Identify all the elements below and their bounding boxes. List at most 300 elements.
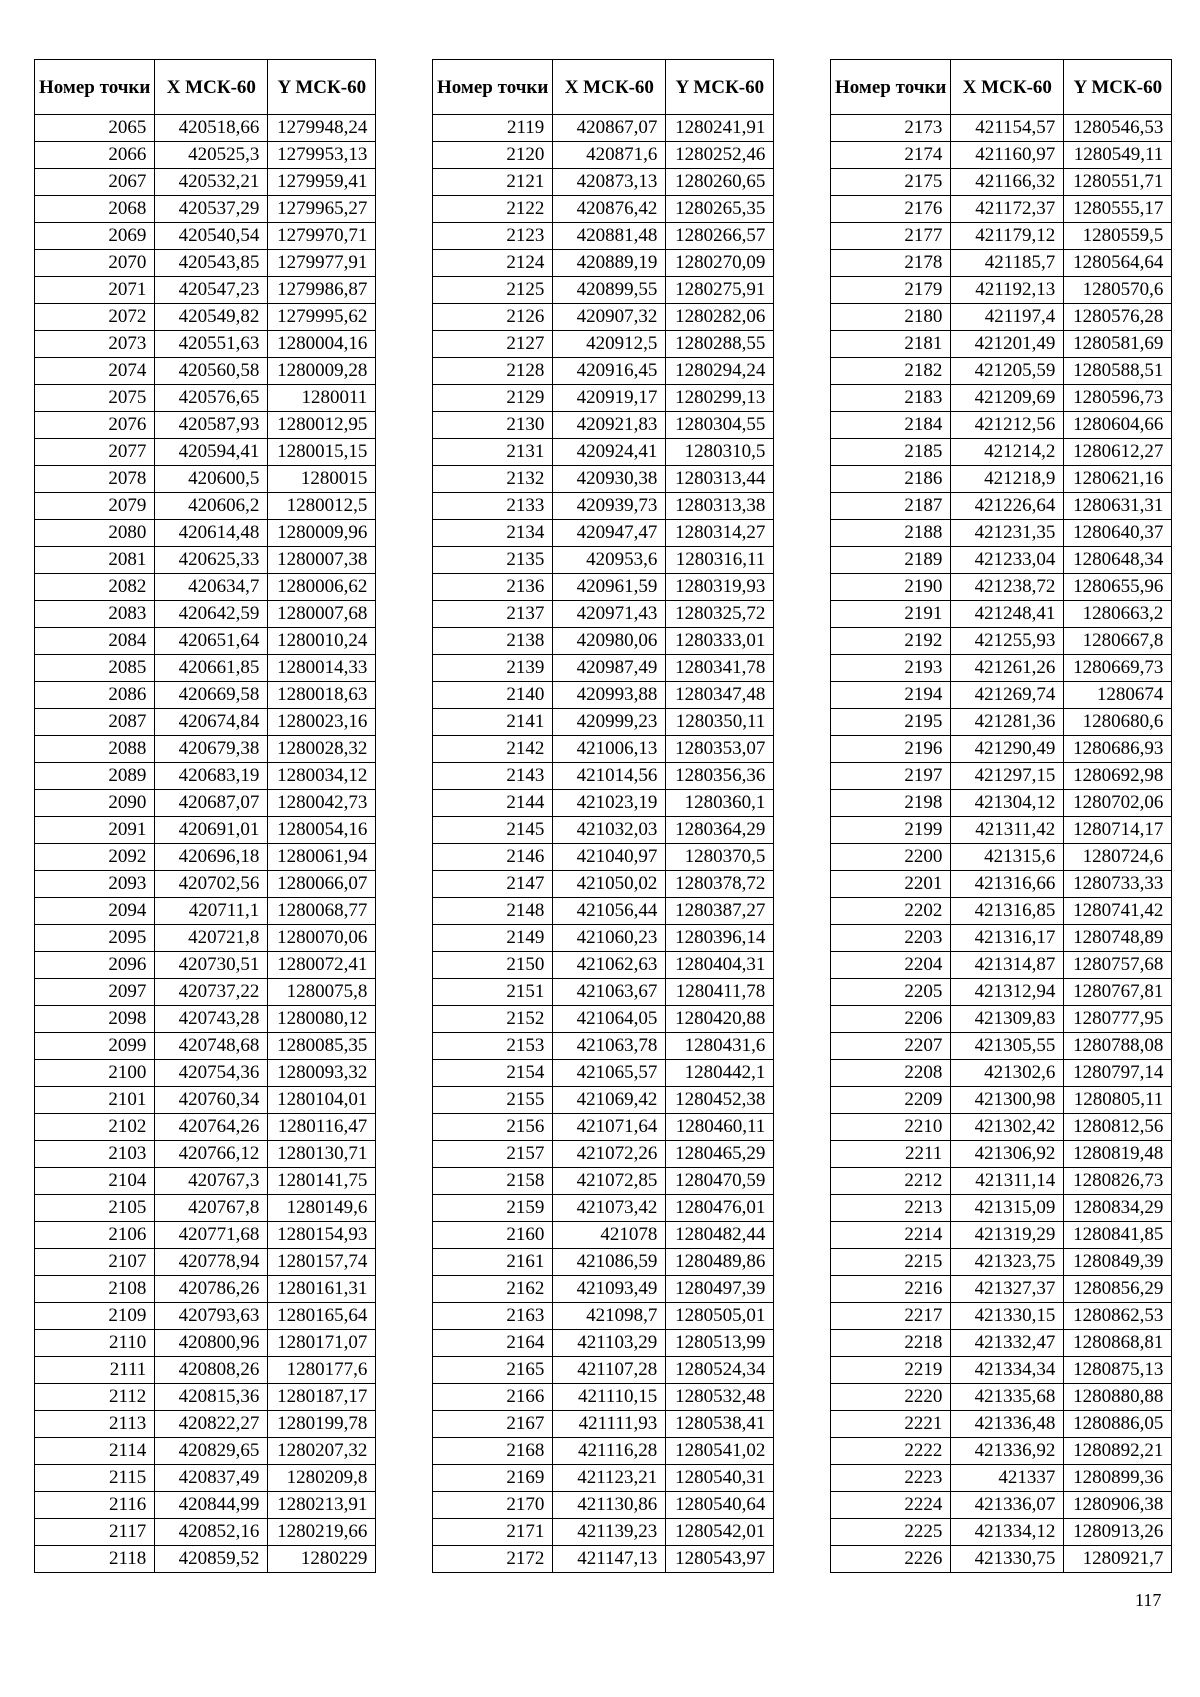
x-coordinate-cell: 420980,06 [553, 628, 666, 655]
y-coordinate-cell: 1280442,1 [666, 1060, 774, 1087]
table-row [433, 736, 774, 763]
table-row [433, 115, 774, 142]
x-coordinate-cell: 420924,41 [553, 439, 666, 466]
table-row [831, 925, 1172, 952]
table-row [433, 790, 774, 817]
y-coordinate-cell: 1280551,71 [1064, 169, 1172, 196]
x-coordinate-cell: 421261,26 [951, 655, 1064, 682]
point-number-cell: 2120 [433, 142, 553, 169]
x-coordinate-cell: 420748,68 [155, 1033, 268, 1060]
y-coordinate-cell: 1280007,38 [268, 547, 376, 574]
table-row [831, 1141, 1172, 1168]
point-number-cell: 2074 [35, 358, 155, 385]
x-coordinate-cell: 421330,15 [951, 1303, 1064, 1330]
table-row [831, 520, 1172, 547]
x-coordinate-cell: 420899,55 [553, 277, 666, 304]
point-number-cell: 2214 [831, 1222, 951, 1249]
table-row [433, 655, 774, 682]
x-coordinate-cell: 420786,26 [155, 1276, 268, 1303]
y-coordinate-cell: 1280042,73 [268, 790, 376, 817]
table-row [831, 1438, 1172, 1465]
x-coordinate-cell: 421154,57 [951, 115, 1064, 142]
y-coordinate-cell: 1280612,27 [1064, 439, 1172, 466]
point-number-cell: 2129 [433, 385, 553, 412]
point-number-cell: 2126 [433, 304, 553, 331]
point-number-cell: 2139 [433, 655, 553, 682]
point-number-cell: 2166 [433, 1384, 553, 1411]
y-coordinate-cell: 1280797,14 [1064, 1060, 1172, 1087]
y-coordinate-cell: 1280161,31 [268, 1276, 376, 1303]
x-coordinate-cell: 420730,51 [155, 952, 268, 979]
table-row [831, 412, 1172, 439]
table-row [433, 439, 774, 466]
y-coordinate-cell: 1280028,32 [268, 736, 376, 763]
y-coordinate-cell: 1280034,12 [268, 763, 376, 790]
table-row [831, 304, 1172, 331]
x-coordinate-cell: 421023,19 [553, 790, 666, 817]
table-row [433, 1195, 774, 1222]
table-row [35, 115, 376, 142]
x-coordinate-cell: 421130,86 [553, 1492, 666, 1519]
table-row [35, 682, 376, 709]
table-row [433, 223, 774, 250]
table-row [35, 1249, 376, 1276]
table-row [831, 1006, 1172, 1033]
table-row [35, 1465, 376, 1492]
point-number-cell: 2209 [831, 1087, 951, 1114]
point-number-cell: 2105 [35, 1195, 155, 1222]
table-row [831, 385, 1172, 412]
table-row [831, 1222, 1172, 1249]
table-row [831, 952, 1172, 979]
point-number-cell: 2137 [433, 601, 553, 628]
x-coordinate-cell: 421302,6 [951, 1060, 1064, 1087]
table-row [35, 1357, 376, 1384]
table-row [433, 196, 774, 223]
table-row [831, 115, 1172, 142]
y-coordinate-cell: 1280012,95 [268, 412, 376, 439]
y-coordinate-cell: 1280460,11 [666, 1114, 774, 1141]
point-number-cell: 2220 [831, 1384, 951, 1411]
header-x-coordinate: X МСК-60 [951, 60, 1064, 115]
x-coordinate-cell: 420661,85 [155, 655, 268, 682]
y-coordinate-cell: 1280581,69 [1064, 331, 1172, 358]
y-coordinate-cell: 1280862,53 [1064, 1303, 1172, 1330]
y-coordinate-cell: 1280411,78 [666, 979, 774, 1006]
x-coordinate-cell: 420961,59 [553, 574, 666, 601]
y-coordinate-cell: 1280819,48 [1064, 1141, 1172, 1168]
point-number-cell: 2201 [831, 871, 951, 898]
x-coordinate-cell: 420921,83 [553, 412, 666, 439]
table-row [35, 979, 376, 1006]
table-row [35, 1411, 376, 1438]
y-coordinate-cell: 1280541,02 [666, 1438, 774, 1465]
table-row [433, 142, 774, 169]
y-coordinate-cell: 1280007,68 [268, 601, 376, 628]
point-number-cell: 2119 [433, 115, 553, 142]
x-coordinate-cell: 420540,54 [155, 223, 268, 250]
y-coordinate-cell: 1280588,51 [1064, 358, 1172, 385]
y-coordinate-cell: 1280826,73 [1064, 1168, 1172, 1195]
table-row [35, 790, 376, 817]
y-coordinate-cell: 1280068,77 [268, 898, 376, 925]
y-coordinate-cell: 1280154,93 [268, 1222, 376, 1249]
table-row [831, 547, 1172, 574]
y-coordinate-cell: 1280080,12 [268, 1006, 376, 1033]
y-coordinate-cell: 1280576,28 [1064, 304, 1172, 331]
point-number-cell: 2182 [831, 358, 951, 385]
y-coordinate-cell: 1280564,64 [1064, 250, 1172, 277]
point-number-cell: 2118 [35, 1546, 155, 1573]
point-number-cell: 2180 [831, 304, 951, 331]
table-row [35, 1438, 376, 1465]
x-coordinate-cell: 420993,88 [553, 682, 666, 709]
table-row [35, 169, 376, 196]
x-coordinate-cell: 420683,19 [155, 763, 268, 790]
point-number-cell: 2148 [433, 898, 553, 925]
point-number-cell: 2113 [35, 1411, 155, 1438]
point-number-cell: 2125 [433, 277, 553, 304]
table-row [433, 1492, 774, 1519]
x-coordinate-cell: 421305,55 [951, 1033, 1064, 1060]
x-coordinate-cell: 420953,6 [553, 547, 666, 574]
y-coordinate-cell: 1280141,75 [268, 1168, 376, 1195]
table-row [433, 844, 774, 871]
header-y-coordinate: Y МСК-60 [666, 60, 774, 115]
x-coordinate-cell: 421056,44 [553, 898, 666, 925]
x-coordinate-cell: 420606,2 [155, 493, 268, 520]
point-number-cell: 2070 [35, 250, 155, 277]
point-number-cell: 2193 [831, 655, 951, 682]
x-coordinate-cell: 420764,26 [155, 1114, 268, 1141]
x-coordinate-cell: 421314,87 [951, 952, 1064, 979]
y-coordinate-cell: 1280177,6 [268, 1357, 376, 1384]
x-coordinate-cell: 420867,07 [553, 115, 666, 142]
y-coordinate-cell: 1280171,07 [268, 1330, 376, 1357]
point-number-cell: 2207 [831, 1033, 951, 1060]
table-row [831, 817, 1172, 844]
header-point-number: Номер точки [831, 60, 951, 115]
x-coordinate-cell: 421336,07 [951, 1492, 1064, 1519]
y-coordinate-cell: 1279977,91 [268, 250, 376, 277]
table-row [831, 1465, 1172, 1492]
table-row [35, 1303, 376, 1330]
y-coordinate-cell: 1280913,26 [1064, 1519, 1172, 1546]
x-coordinate-cell: 421062,63 [553, 952, 666, 979]
y-coordinate-cell: 1280849,39 [1064, 1249, 1172, 1276]
x-coordinate-cell: 420669,58 [155, 682, 268, 709]
x-coordinate-cell: 421065,57 [553, 1060, 666, 1087]
y-coordinate-cell: 1280648,34 [1064, 547, 1172, 574]
table-row [831, 1546, 1172, 1573]
table-row [35, 493, 376, 520]
point-number-cell: 2076 [35, 412, 155, 439]
table-row [433, 358, 774, 385]
coordinates-table-1 [34, 59, 376, 1573]
x-coordinate-cell: 420600,5 [155, 466, 268, 493]
table-row [35, 304, 376, 331]
table-body [831, 115, 1172, 1573]
y-coordinate-cell: 1280370,5 [666, 844, 774, 871]
table-row [831, 1384, 1172, 1411]
point-number-cell: 2225 [831, 1519, 951, 1546]
point-number-cell: 2187 [831, 493, 951, 520]
table-row [433, 817, 774, 844]
point-number-cell: 2066 [35, 142, 155, 169]
x-coordinate-cell: 421226,64 [951, 493, 1064, 520]
point-number-cell: 2080 [35, 520, 155, 547]
y-coordinate-cell: 1279948,24 [268, 115, 376, 142]
table-row [433, 574, 774, 601]
x-coordinate-cell: 420687,07 [155, 790, 268, 817]
table-row [831, 223, 1172, 250]
table-row [831, 1303, 1172, 1330]
y-coordinate-cell: 1280061,94 [268, 844, 376, 871]
table-row [35, 1006, 376, 1033]
y-coordinate-cell: 1280465,29 [666, 1141, 774, 1168]
x-coordinate-cell: 420549,82 [155, 304, 268, 331]
y-coordinate-cell: 1280570,6 [1064, 277, 1172, 304]
point-number-cell: 2096 [35, 952, 155, 979]
point-number-cell: 2221 [831, 1411, 951, 1438]
point-number-cell: 2200 [831, 844, 951, 871]
table-row [35, 1114, 376, 1141]
table-row [433, 1168, 774, 1195]
header-point-number: Номер точки [433, 60, 553, 115]
x-coordinate-cell: 420696,18 [155, 844, 268, 871]
y-coordinate-cell: 1280748,89 [1064, 925, 1172, 952]
table-row [35, 871, 376, 898]
table-row [35, 1384, 376, 1411]
point-number-cell: 2091 [35, 817, 155, 844]
x-coordinate-cell: 421281,36 [951, 709, 1064, 736]
point-number-cell: 2146 [433, 844, 553, 871]
point-number-cell: 2082 [35, 574, 155, 601]
point-number-cell: 2217 [831, 1303, 951, 1330]
point-number-cell: 2122 [433, 196, 553, 223]
point-number-cell: 2140 [433, 682, 553, 709]
x-coordinate-cell: 420743,28 [155, 1006, 268, 1033]
table-row [35, 574, 376, 601]
point-number-cell: 2183 [831, 385, 951, 412]
point-number-cell: 2145 [433, 817, 553, 844]
x-coordinate-cell: 421231,35 [951, 520, 1064, 547]
table-row [35, 1141, 376, 1168]
table-row [433, 466, 774, 493]
x-coordinate-cell: 421192,13 [951, 277, 1064, 304]
x-coordinate-cell: 420547,23 [155, 277, 268, 304]
x-coordinate-cell: 421311,14 [951, 1168, 1064, 1195]
table-row [433, 1141, 774, 1168]
x-coordinate-cell: 420754,36 [155, 1060, 268, 1087]
y-coordinate-cell: 1280187,17 [268, 1384, 376, 1411]
table-row [433, 952, 774, 979]
y-coordinate-cell: 1280023,16 [268, 709, 376, 736]
point-number-cell: 2114 [35, 1438, 155, 1465]
y-coordinate-cell: 1280540,31 [666, 1465, 774, 1492]
x-coordinate-cell: 421197,4 [951, 304, 1064, 331]
table-header-row [433, 60, 774, 115]
y-coordinate-cell: 1280741,42 [1064, 898, 1172, 925]
point-number-cell: 2174 [831, 142, 951, 169]
y-coordinate-cell: 1280404,31 [666, 952, 774, 979]
point-number-cell: 2185 [831, 439, 951, 466]
x-coordinate-cell: 421073,42 [553, 1195, 666, 1222]
y-coordinate-cell: 1280350,11 [666, 709, 774, 736]
y-coordinate-cell: 1280482,44 [666, 1222, 774, 1249]
y-coordinate-cell: 1280655,96 [1064, 574, 1172, 601]
table-row [35, 1195, 376, 1222]
point-number-cell: 2087 [35, 709, 155, 736]
table-row [35, 1060, 376, 1087]
x-coordinate-cell: 421323,75 [951, 1249, 1064, 1276]
point-number-cell: 2191 [831, 601, 951, 628]
x-coordinate-cell: 421179,12 [951, 223, 1064, 250]
point-number-cell: 2162 [433, 1276, 553, 1303]
y-coordinate-cell: 1280542,01 [666, 1519, 774, 1546]
x-coordinate-cell: 420614,48 [155, 520, 268, 547]
y-coordinate-cell: 1280767,81 [1064, 979, 1172, 1006]
table-body [433, 115, 774, 1573]
x-coordinate-cell: 421123,21 [553, 1465, 666, 1492]
table-row [35, 385, 376, 412]
y-coordinate-cell: 1280733,33 [1064, 871, 1172, 898]
table-row [831, 979, 1172, 1006]
x-coordinate-cell: 420543,85 [155, 250, 268, 277]
table-row [35, 1546, 376, 1573]
table-row [35, 520, 376, 547]
point-number-cell: 2160 [433, 1222, 553, 1249]
point-number-cell: 2196 [831, 736, 951, 763]
x-coordinate-cell: 421116,28 [553, 1438, 666, 1465]
point-number-cell: 2177 [831, 223, 951, 250]
table-row [433, 412, 774, 439]
point-number-cell: 2223 [831, 1465, 951, 1492]
point-number-cell: 2127 [433, 331, 553, 358]
y-coordinate-cell: 1280360,1 [666, 790, 774, 817]
point-number-cell: 2159 [433, 1195, 553, 1222]
x-coordinate-cell: 420778,94 [155, 1249, 268, 1276]
table-row [35, 925, 376, 952]
x-coordinate-cell: 420771,68 [155, 1222, 268, 1249]
x-coordinate-cell: 421332,47 [951, 1330, 1064, 1357]
table-row [831, 655, 1172, 682]
point-number-cell: 2097 [35, 979, 155, 1006]
x-coordinate-cell: 421071,64 [553, 1114, 666, 1141]
x-coordinate-cell: 421218,9 [951, 466, 1064, 493]
table-row [433, 1276, 774, 1303]
point-number-cell: 2092 [35, 844, 155, 871]
table-row [433, 1465, 774, 1492]
y-coordinate-cell: 1280006,62 [268, 574, 376, 601]
point-number-cell: 2172 [433, 1546, 553, 1573]
x-coordinate-cell: 421110,15 [553, 1384, 666, 1411]
y-coordinate-cell: 1279995,62 [268, 304, 376, 331]
table-row [35, 628, 376, 655]
table-row [831, 1114, 1172, 1141]
x-coordinate-cell: 420560,58 [155, 358, 268, 385]
y-coordinate-cell: 1280015,15 [268, 439, 376, 466]
table-row [433, 1384, 774, 1411]
x-coordinate-cell: 420518,66 [155, 115, 268, 142]
x-coordinate-cell: 421316,85 [951, 898, 1064, 925]
x-coordinate-cell: 420760,34 [155, 1087, 268, 1114]
table-row [433, 898, 774, 925]
x-coordinate-cell: 420679,38 [155, 736, 268, 763]
y-coordinate-cell: 1280899,36 [1064, 1465, 1172, 1492]
y-coordinate-cell: 1280313,38 [666, 493, 774, 520]
point-number-cell: 2075 [35, 385, 155, 412]
point-number-cell: 2176 [831, 196, 951, 223]
y-coordinate-cell: 1280387,27 [666, 898, 774, 925]
table-row [831, 1357, 1172, 1384]
table-row [831, 1276, 1172, 1303]
table-row [831, 1060, 1172, 1087]
x-coordinate-cell: 421335,68 [951, 1384, 1064, 1411]
table-body [35, 115, 376, 1573]
x-coordinate-cell: 421060,23 [553, 925, 666, 952]
y-coordinate-cell: 1280489,86 [666, 1249, 774, 1276]
x-coordinate-cell: 420651,64 [155, 628, 268, 655]
table-row [831, 763, 1172, 790]
point-number-cell: 2222 [831, 1438, 951, 1465]
point-number-cell: 2098 [35, 1006, 155, 1033]
table-row [35, 1222, 376, 1249]
y-coordinate-cell: 1280513,99 [666, 1330, 774, 1357]
y-coordinate-cell: 1280012,5 [268, 493, 376, 520]
point-number-cell: 2181 [831, 331, 951, 358]
point-number-cell: 2188 [831, 520, 951, 547]
table-row [433, 1249, 774, 1276]
x-coordinate-cell: 420859,52 [155, 1546, 268, 1573]
x-coordinate-cell: 420711,1 [155, 898, 268, 925]
x-coordinate-cell: 421233,04 [951, 547, 1064, 574]
table-row [831, 493, 1172, 520]
point-number-cell: 2168 [433, 1438, 553, 1465]
y-coordinate-cell: 1280667,8 [1064, 628, 1172, 655]
point-number-cell: 2084 [35, 628, 155, 655]
point-number-cell: 2150 [433, 952, 553, 979]
x-coordinate-cell: 421214,2 [951, 439, 1064, 466]
table-row [433, 628, 774, 655]
table-row [831, 790, 1172, 817]
y-coordinate-cell: 1280213,91 [268, 1492, 376, 1519]
y-coordinate-cell: 1280841,85 [1064, 1222, 1172, 1249]
y-coordinate-cell: 1279953,13 [268, 142, 376, 169]
table-row [831, 439, 1172, 466]
x-coordinate-cell: 420537,29 [155, 196, 268, 223]
page-number: 117 [1135, 1590, 1162, 1610]
x-coordinate-cell: 420702,56 [155, 871, 268, 898]
y-coordinate-cell: 1280470,59 [666, 1168, 774, 1195]
x-coordinate-cell: 421103,29 [553, 1330, 666, 1357]
y-coordinate-cell: 1280241,91 [666, 115, 774, 142]
table-row [433, 493, 774, 520]
x-coordinate-cell: 421166,32 [951, 169, 1064, 196]
x-coordinate-cell: 420737,22 [155, 979, 268, 1006]
x-coordinate-cell: 420829,65 [155, 1438, 268, 1465]
point-number-cell: 2134 [433, 520, 553, 547]
x-coordinate-cell: 420525,3 [155, 142, 268, 169]
x-coordinate-cell: 420999,23 [553, 709, 666, 736]
point-number-cell: 2149 [433, 925, 553, 952]
x-coordinate-cell: 420767,3 [155, 1168, 268, 1195]
x-coordinate-cell: 421316,66 [951, 871, 1064, 898]
y-coordinate-cell: 1280692,98 [1064, 763, 1172, 790]
header-point-number: Номер точки [35, 60, 155, 115]
table-row [433, 1546, 774, 1573]
point-number-cell: 2094 [35, 898, 155, 925]
